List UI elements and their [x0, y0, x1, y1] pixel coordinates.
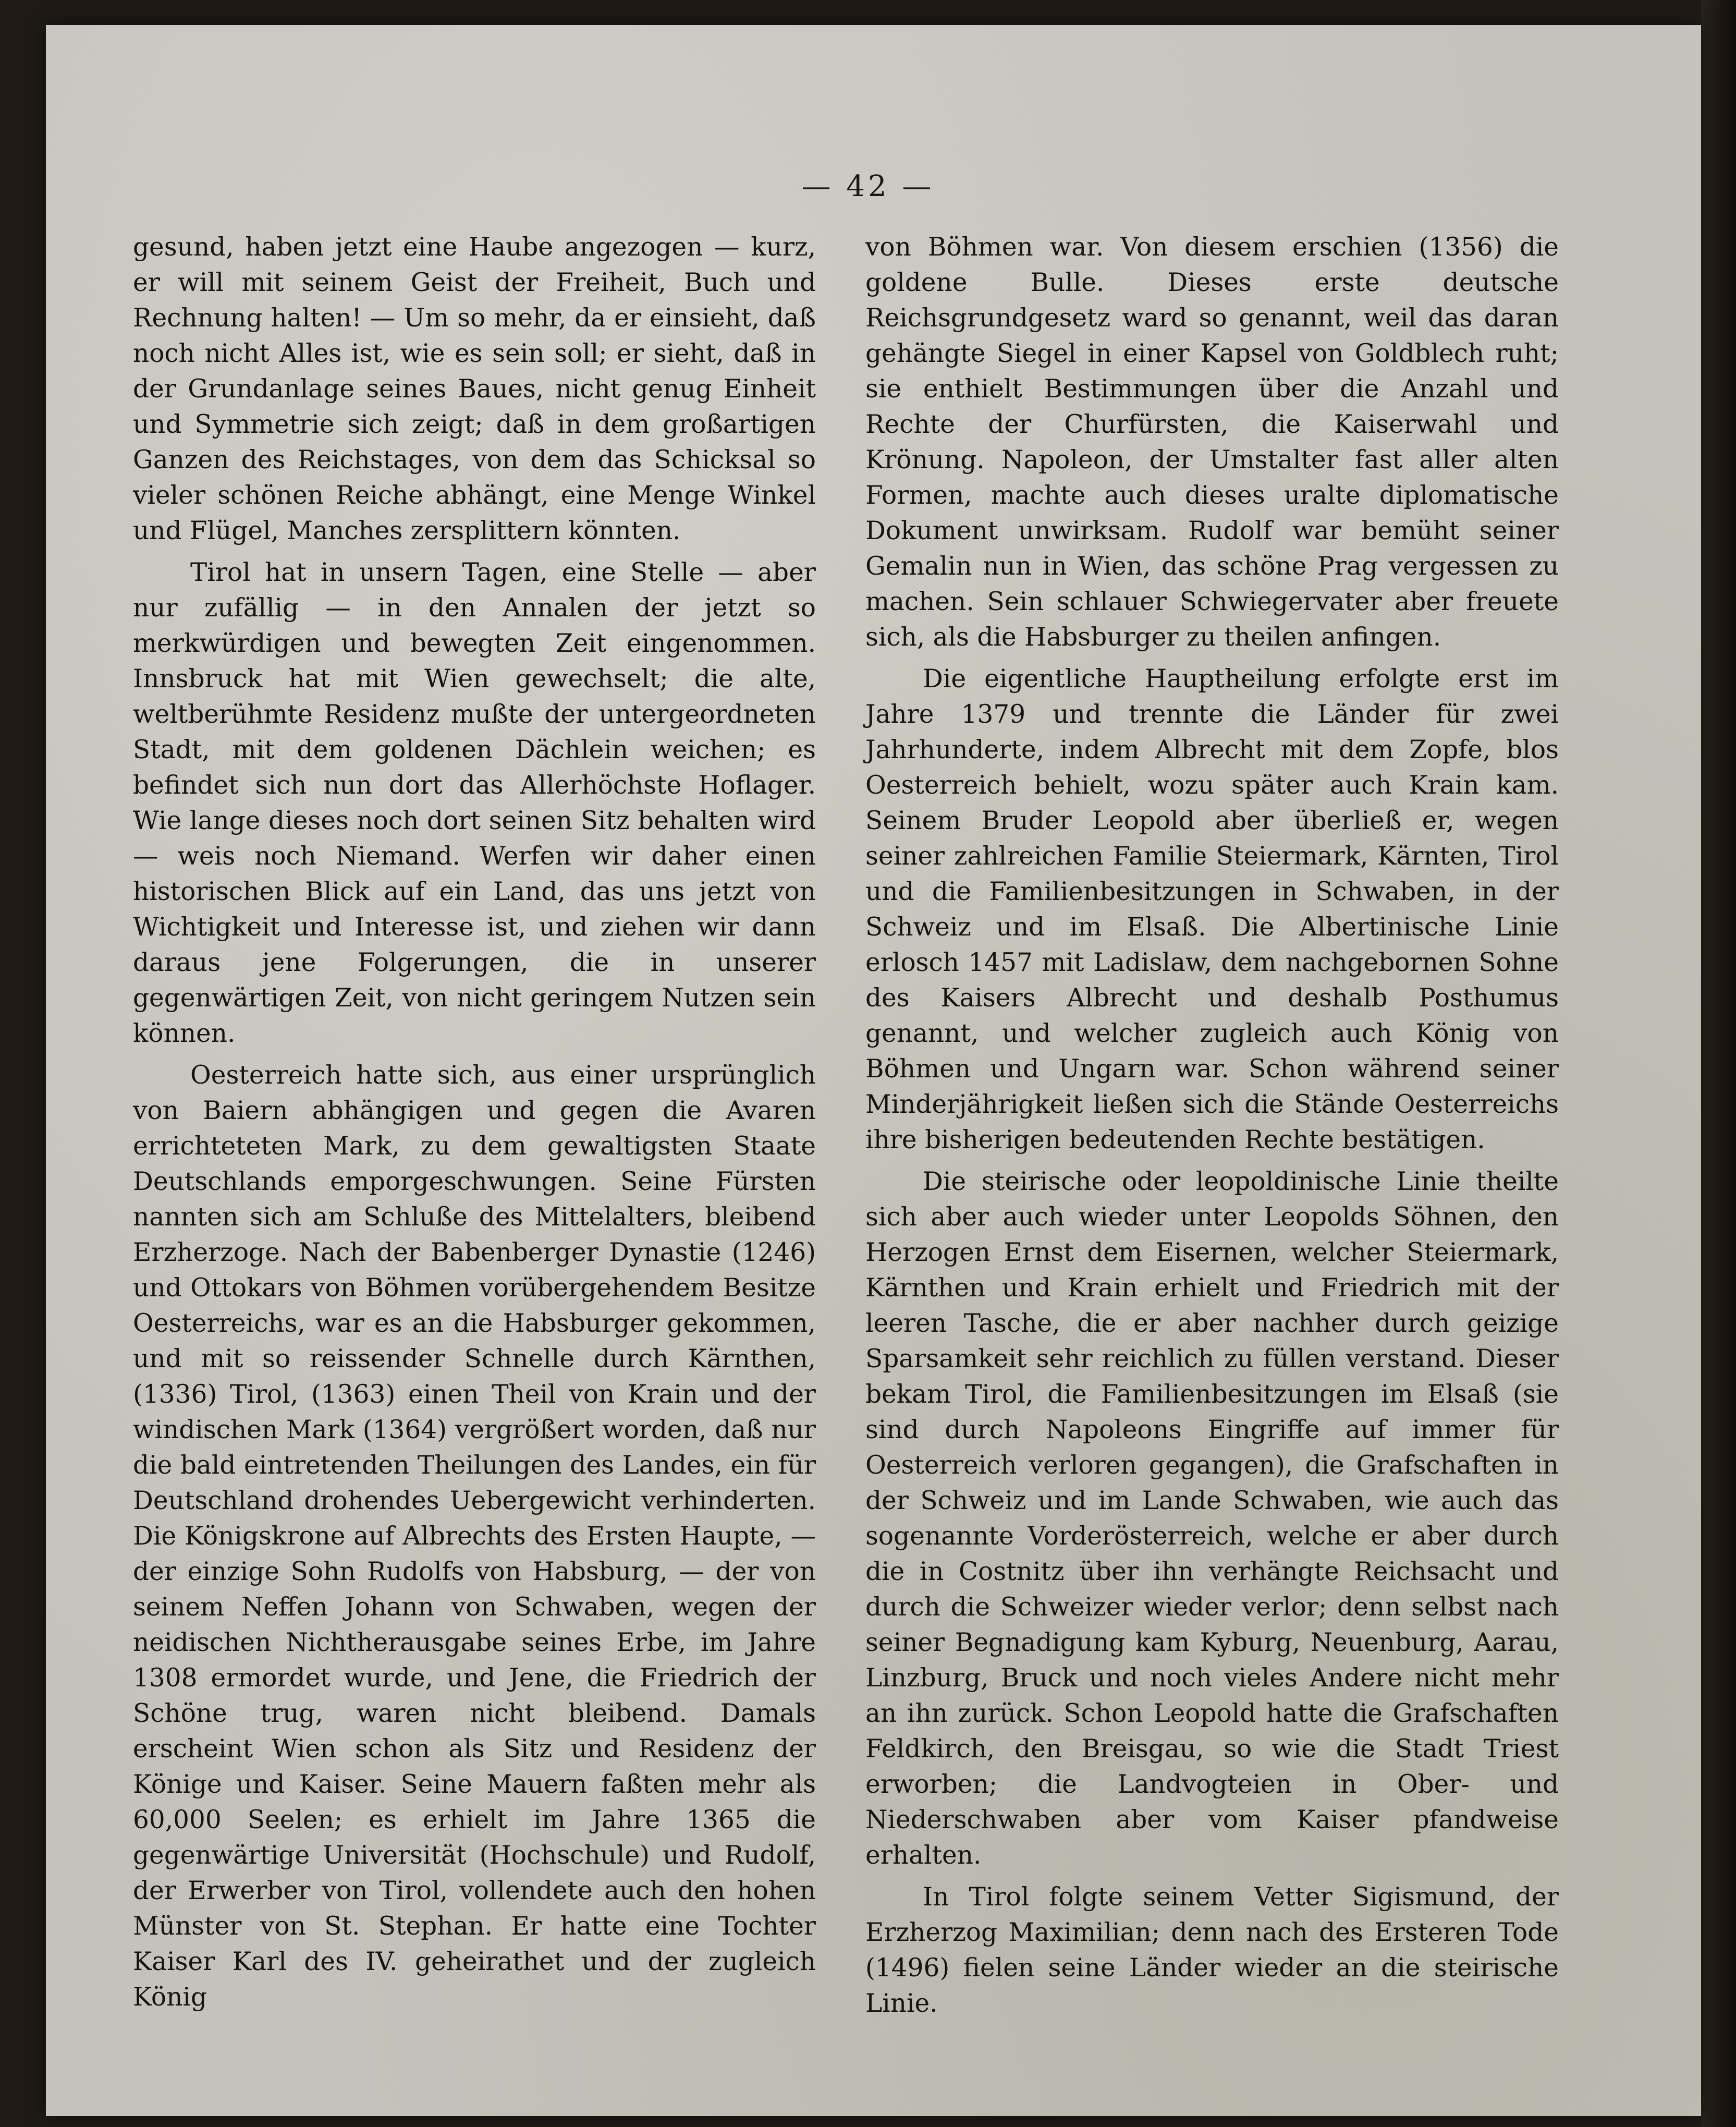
- right-text-column: [865, 229, 1559, 2027]
- paragraph: Tirol hat in unsern Tagen, eine Stelle — aber nur zufällig — in den Annalen der jetzt so merkwürdigen und bewegten Zeit eingenommen. Innsbruck hat mit Wien gewechselt; die alte, weltberühmte Residenz mußte der untergeordneten Stadt, mit dem goldenen Dächlein weichen; es befindet sich nun dort das Allerhöchste Hoflager. Wie lange dieses noch dort seinen Sitz behalten wird — weis noch Niemand. Werfen wir daher einen historischen Blick auf ein Land, das uns jetzt von Wichtigkeit und Interesse ist, und ziehen wir dann daraus jene Folgerungen, die in unserer gegenwärtigen Zeit, von nicht geringem Nutzen sein können.: [133, 558, 816, 1048]
- book-binding-edge: [1701, 0, 1736, 2127]
- paragraph: von Böhmen war. Von diesem erschien (1356) die goldene Bulle. Dieses erste deutsche Reichsgrundgesetz ward so genannt, weil das daran gehängte Siegel in einer Kapsel von Goldblech ruht; sie enthielt Bestimmungen über die Anzahl und Rechte der Churfürsten, die Kaiserwahl und Krönung. Napoleon, der Umstalter fast aller alten Formen, machte auch dieses uralte diplomatische Dokument unwirksam. Rudolf war bemüht seiner Gemalin nun in Wien, das schöne Prag vergessen zu machen. Sein schlauer Schwiegervater aber freuete sich, als die Habsburger zu theilen anfingen.: [865, 233, 1559, 652]
- left-text-column: [133, 229, 816, 2021]
- page-number: — 42 —: [801, 169, 935, 203]
- paragraph: Oesterreich hatte sich, aus einer ursprünglich von Baiern abhängigen und gegen die Avaren errichteteten Mark, zu dem gewaltigsten Staate Deutschlands emporgeschwungen. Seine Fürsten nannten sich am Schluße des Mittelalters, bleibend Erzherzoge. Nach der Babenberger Dynastie (1246) und Ottokars von Böhmen vorübergehendem Besitze Oesterreichs, war es an die Habsburger gekommen, und mit so reissender Schnelle durch Kärnthen, (1336) Tirol, (1363) einen Theil von Krain und der windischen Mark (1364) vergrößert worden, daß nur die bald eintretenden Theilungen des Landes, ein für Deutschland drohendes Uebergewicht verhinderten. Die Königskrone auf Albrechts des Ersten Haupte, — der einzige Sohn Rudolfs von Habsburg, — der von seinem Neffen Johann von Schwaben, wegen der neidischen Nichtherausgabe seines Erbe, im Jahre 1308 ermordet wurde, und Jene, die Friedrich der Schöne trug, waren nicht bleibend. Damals erscheint Wien schon als Sitz und Residenz der Könige und Kaiser. Seine Mauern faßten mehr als 60,000 Seelen; es erhielt im Jahre 1365 die gegenwärtige Universität (Hochschule) und Rudolf, der Erwerber von Tirol, vollendete auch den hohen Münster von St. Stephan. Er hatte eine Tochter Kaiser Karl des IV. geheirathet und der zugleich König: [133, 1061, 816, 2012]
- paragraph: Die eigentliche Hauptheilung erfolgte erst im Jahre 1379 und trennte die Länder für zwei Jahrhunderte, indem Albrecht mit dem Zopfe, blos Oesterreich behielt, wozu später auch Krain kam. Seinem Bruder Leopold aber überließ er, wegen seiner zahlreichen Familie Steiermark, Kärnten, Tirol und die Familienbesitzungen in Schwaben, in der Schweiz und im Elsaß. Die Albertinische Linie erlosch 1457 mit Ladislaw, dem nachgebornen Sohne des Kaisers Albrecht und deshalb Posthumus genannt, und welcher zugleich auch König von Böhmen und Ungarn war. Schon während seiner Minderjährigkeit ließen sich die Stände Oesterreichs ihre bisherigen bedeutenden Rechte bestätigen.: [865, 664, 1559, 1154]
- paragraph: gesund, haben jetzt eine Haube angezogen — kurz, er will mit seinem Geist der Freiheit, Buch und Rechnung halten! — Um so mehr, da er einsieht, daß noch nicht Alles ist, wie es sein soll; er sieht, daß in der Grundanlage seines Baues, nicht genug Einheit und Symmetrie sich zeigt; daß in dem großartigen Ganzen des Reichstages, von dem das Schicksal so vieler schönen Reiche abhängt, eine Menge Winkel und Flügel, Manches zersplittern könnten.: [133, 233, 816, 545]
- paragraph: Die steirische oder leopoldinische Linie theilte sich aber auch wieder unter Leopolds Söhnen, den Herzogen Ernst dem Eisernen, welcher Steiermark, Kärnthen und Krain erhielt und Friedrich mit der leeren Tasche, die er aber nachher durch geizige Sparsamkeit sehr reichlich zu füllen verstand. Dieser bekam Tirol, die Familienbesitzungen im Elsaß (sie sind durch Napoleons Eingriffe auf immer für Oesterreich verloren gegangen), die Grafschaften in der Schweiz und im Lande Schwaben, wie auch das sogenannte Vorderösterreich, welche er aber durch die in Costnitz über ihn verhängte Reichsacht und durch die Schweizer wieder verlor; denn selbst nach seiner Begnadigung kam Kyburg, Neuenburg, Aarau, Linzburg, Bruck und noch vieles Andere nicht mehr an ihn zurück. Schon Leopold hatte die Grafschaften Feldkirch, den Breisgau, so wie die Stadt Triest erworben; die Landvogteien in Ober- und Niederschwaben aber vom Kaiser pfandweise erhalten.: [865, 1167, 1559, 1870]
- paragraph: In Tirol folgte seinem Vetter Sigismund, der Erzherzog Maximilian; denn nach des Ersteren Tode (1496) fielen seine Länder wieder an die steirische Linie.: [865, 1882, 1559, 2018]
